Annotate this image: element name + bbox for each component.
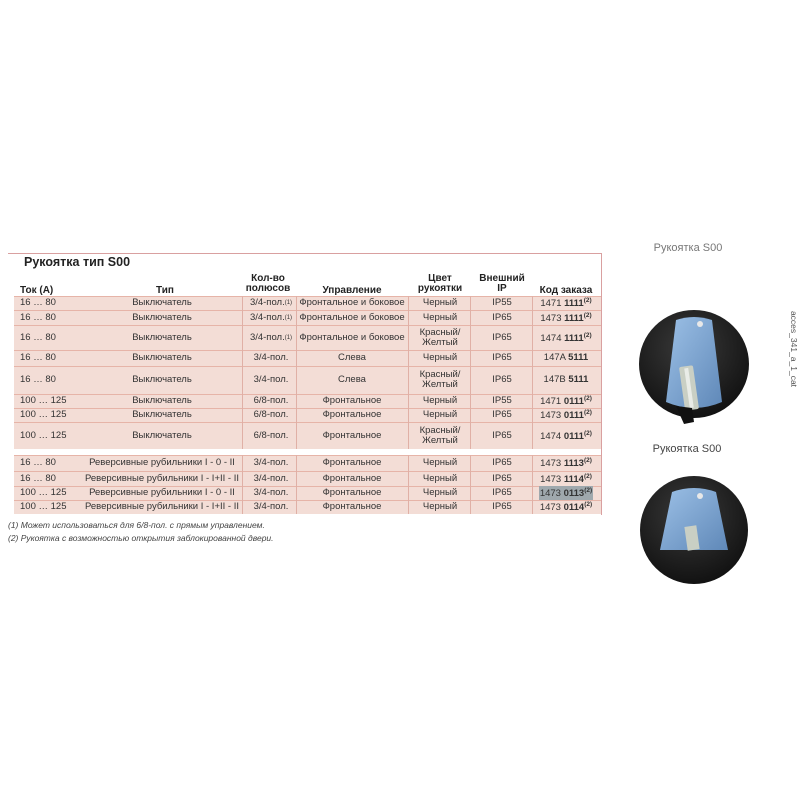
- cell-poles: [242, 325, 300, 350]
- cell-poles-value: 3/4-пол.: [253, 457, 289, 468]
- header-color-line1: Цвет: [428, 273, 452, 284]
- cell-color-line: Желтый: [422, 379, 458, 390]
- cell-control: Слева: [338, 352, 366, 363]
- cell-control: Фронтальное: [322, 487, 382, 498]
- table-title: Рукоятка тип S00: [24, 255, 131, 269]
- cell-color-line: Черный: [422, 472, 458, 484]
- cell-ip: IP65: [492, 429, 512, 441]
- column-separator: [408, 471, 409, 486]
- order-code: [540, 394, 592, 407]
- cell-ip: IP55: [492, 297, 512, 308]
- order-code: [544, 353, 588, 363]
- column-separator: [470, 325, 471, 350]
- cell-poles-value: 6/8-пол.: [253, 409, 289, 420]
- knob-caption-top: Рукоятка S00: [653, 242, 723, 254]
- cell-order-code: [534, 500, 598, 514]
- cell-order-code: [534, 366, 598, 394]
- order-code: [540, 331, 591, 344]
- knob-caption: Рукоятка S00: [652, 443, 722, 455]
- column-separator: [532, 408, 533, 422]
- header-type: Тип: [156, 285, 174, 296]
- cell-color: [410, 500, 470, 514]
- order-code-prefix: 1473: [539, 502, 564, 514]
- cell-control: Фронтальное: [322, 409, 382, 420]
- order-code: [540, 296, 591, 309]
- table-row: [14, 366, 601, 394]
- order-code-suffix: 5111: [568, 374, 589, 385]
- cell-current: 16 … 80: [20, 331, 56, 343]
- cell-color: [410, 408, 470, 422]
- header-poles-line2: полюсов: [245, 283, 291, 294]
- footnote-ref: (2): [583, 457, 592, 465]
- cell-ip: IP65: [492, 331, 512, 343]
- footnote-ref: (2): [583, 472, 592, 480]
- cell-poles-value: 3/4-пол.: [253, 352, 289, 363]
- column-separator: [408, 455, 409, 471]
- footnote-ref: (2): [583, 409, 592, 417]
- footnote-ref: (2): [583, 311, 592, 319]
- cell-type: Реверсивные рубильники I - 0 - II: [89, 487, 235, 498]
- cell-current: 100 … 125: [20, 501, 67, 512]
- cell-order-code: [534, 394, 598, 408]
- cell-order-code: [534, 422, 598, 449]
- cell-current: 16 … 80: [20, 472, 56, 484]
- cell-poles: [242, 471, 300, 486]
- order-code-suffix: 0114: [563, 502, 585, 514]
- order-code-suffix: 0111: [563, 396, 584, 408]
- cell-order-code: [534, 455, 598, 471]
- cell-color-line: Красный/: [419, 424, 461, 436]
- order-code-suffix: 0113: [563, 488, 585, 500]
- order-code-suffix: 0111: [563, 431, 584, 443]
- order-code-suffix: 5111: [568, 352, 589, 363]
- cell-poles-value: 3/4-пол.: [253, 374, 289, 385]
- column-separator: [532, 310, 533, 325]
- column-separator: [470, 455, 471, 471]
- cell-poles-value: 3/4-пол.: [249, 331, 285, 343]
- cell-poles-value: 6/8-пол.: [253, 395, 289, 406]
- cell-order-code: [534, 310, 598, 325]
- cell-color-line: Черный: [422, 487, 458, 498]
- header-current: Ток (А): [20, 285, 54, 296]
- order-code-prefix: 1473: [540, 458, 564, 470]
- cell-control: Фронтальное: [322, 501, 382, 512]
- cell-current: 16 … 80: [20, 311, 56, 323]
- cell-type: Выключатель: [132, 409, 192, 420]
- cell-current: 16 … 80: [20, 352, 56, 363]
- order-code: [544, 375, 589, 385]
- cell-color: [410, 455, 470, 471]
- column-separator: [470, 366, 471, 394]
- cell-color-line: Черный: [422, 352, 458, 363]
- header-control: Управление: [322, 285, 382, 296]
- cell-poles: [242, 486, 300, 500]
- cell-order-code: [534, 486, 598, 500]
- column-separator: [470, 486, 471, 500]
- knob-image-2: [636, 468, 752, 550]
- cell-ip: IP65: [492, 472, 512, 484]
- header-ip-line1: Внешний: [479, 273, 525, 284]
- cell-control: Фронтальное: [322, 429, 382, 441]
- column-separator: [408, 325, 409, 350]
- column-separator: [470, 310, 471, 325]
- order-code: [539, 486, 593, 499]
- footnote-ref: (2): [583, 297, 592, 305]
- cell-ip: IP65: [492, 352, 512, 363]
- cell-color-line: Черный: [422, 409, 458, 420]
- table-row: [14, 325, 601, 350]
- column-separator: [408, 486, 409, 500]
- cell-type: Выключатель: [132, 374, 192, 385]
- column-separator: [532, 486, 533, 500]
- order-code-prefix: 1473: [540, 313, 565, 325]
- cell-type: Выключатель: [132, 297, 192, 308]
- cell-type: Выключатель: [132, 311, 192, 323]
- cell-color: [410, 310, 470, 325]
- cell-poles-value: 3/4-пол.: [253, 487, 289, 498]
- column-separator: [408, 422, 409, 449]
- header-code: Код заказа: [539, 285, 593, 296]
- column-separator: [532, 325, 533, 350]
- column-separator: [470, 296, 471, 310]
- cell-control: Фронтальное и боковое: [299, 331, 405, 343]
- order-code-prefix: 1473: [539, 488, 564, 500]
- order-code-prefix: 1474: [540, 333, 565, 345]
- cell-color-line: Красный/: [419, 326, 461, 338]
- order-code-prefix: 1471: [540, 298, 565, 310]
- table-row: [14, 471, 601, 486]
- cell-control: Фронтальное: [322, 395, 382, 406]
- cell-ip: IP55: [492, 395, 512, 406]
- cell-poles: [242, 296, 300, 310]
- cell-color-line: Красный/: [419, 369, 461, 380]
- header-color: [410, 274, 470, 294]
- cell-poles-value: 3/4-пол.: [249, 297, 285, 308]
- table-row: [14, 394, 601, 408]
- cell-type: Выключатель: [132, 395, 192, 406]
- table-row: [14, 408, 601, 422]
- cell-type: Выключатель: [132, 352, 192, 363]
- cell-color: [410, 325, 470, 350]
- order-code-suffix: 1111: [564, 333, 584, 345]
- order-code-suffix: 1111: [564, 298, 584, 310]
- order-code: [540, 500, 592, 513]
- cell-poles-value: 3/4-пол.: [249, 311, 285, 323]
- column-separator: [532, 455, 533, 471]
- cell-color: [410, 394, 470, 408]
- cell-current: 100 … 125: [20, 395, 67, 406]
- cell-poles-value: 6/8-пол.: [253, 429, 289, 441]
- table-row: [14, 500, 601, 514]
- footnote-2: (2) Рукоятка с возможностью открытия заблокированной двери.: [8, 533, 274, 543]
- footnote-ref: (1): [284, 314, 293, 321]
- column-separator: [470, 422, 471, 449]
- cell-order-code: [534, 471, 598, 486]
- cell-control: Фронтальное и боковое: [299, 311, 405, 323]
- header-poles-line1: Кол-во: [251, 273, 285, 284]
- footnote-ref: (2): [583, 395, 592, 403]
- order-code-prefix: 1471: [540, 396, 564, 408]
- footnote-ref: (2): [584, 501, 593, 509]
- header-color-line2: рукоятки: [417, 283, 463, 294]
- order-code-prefix: 1473: [540, 410, 564, 422]
- table-row: [14, 422, 601, 449]
- header-ip: [472, 274, 532, 294]
- cell-poles: [242, 310, 300, 325]
- cell-poles: [242, 408, 300, 422]
- cell-poles-value: 3/4-пол.: [253, 472, 289, 484]
- cell-poles: [242, 350, 300, 366]
- footnote-ref: (1): [284, 334, 293, 341]
- cell-type: Выключатель: [132, 429, 192, 441]
- cell-color-line: Желтый: [422, 336, 458, 348]
- column-separator: [408, 408, 409, 422]
- cell-color-line: Черный: [422, 501, 458, 512]
- footnote-ref: (1): [284, 300, 293, 306]
- cell-order-code: [534, 408, 598, 422]
- cell-order-code: [534, 325, 598, 350]
- table-row: [14, 486, 601, 500]
- column-separator: [532, 394, 533, 408]
- vertical-caption: [786, 290, 799, 410]
- table-row: [14, 350, 601, 366]
- cell-current: 100 … 125: [20, 487, 67, 498]
- header-poles: [242, 274, 294, 294]
- cell-color-line: Черный: [422, 395, 458, 406]
- cell-order-code: [534, 296, 598, 310]
- column-separator: [408, 296, 409, 310]
- footnote-ref: (2): [583, 331, 592, 339]
- cell-color: [410, 422, 470, 449]
- vertical-caption-text: acces_341_a_1_cat: [789, 310, 799, 388]
- column-separator: [532, 471, 533, 486]
- table-row: [14, 296, 601, 310]
- order-code-suffix: 1111: [564, 313, 584, 325]
- order-code-suffix: 1113: [563, 458, 584, 470]
- cell-color-line: Черный: [422, 297, 458, 308]
- order-code: [540, 311, 591, 324]
- cell-type: Реверсивные рубильники I - I+II - II: [84, 472, 239, 484]
- order-code-suffix: 0111: [563, 410, 584, 422]
- footnote-ref: (2): [584, 487, 593, 495]
- cell-ip: IP65: [492, 487, 512, 498]
- cell-color: [410, 296, 470, 310]
- cell-current: 16 … 80: [20, 374, 56, 385]
- cell-type: Реверсивные рубильники I - I+II - II: [84, 501, 239, 512]
- cell-color: [410, 486, 470, 500]
- cell-current: 100 … 125: [20, 429, 67, 441]
- cell-poles: [242, 500, 300, 514]
- column-separator: [470, 394, 471, 408]
- cell-color-line: Черный: [422, 457, 458, 468]
- knob-image-1: [636, 306, 752, 426]
- order-code: [540, 472, 592, 485]
- cell-ip: IP65: [492, 311, 512, 323]
- cell-poles: [242, 394, 300, 408]
- cell-color: [410, 471, 470, 486]
- column-separator: [408, 350, 409, 366]
- cell-ip: IP65: [492, 457, 512, 468]
- cell-current: 16 … 80: [20, 457, 56, 468]
- column-separator: [408, 394, 409, 408]
- cell-order-code: [534, 350, 598, 366]
- footnote-1: (1) Может использоваться для 6/8-пол. с прямым управлением.: [8, 520, 265, 530]
- column-separator: [408, 310, 409, 325]
- cell-poles: [242, 366, 300, 394]
- order-code-prefix: 1473: [540, 474, 564, 486]
- cell-color-line: Черный: [422, 311, 458, 323]
- order-code-prefix: 147B: [543, 374, 569, 385]
- order-code: [540, 456, 592, 469]
- order-code-suffix: 1114: [563, 474, 584, 486]
- column-separator: [532, 500, 533, 514]
- table-row: [14, 455, 601, 471]
- cell-color: [410, 366, 470, 394]
- header-ip-line2: IP: [497, 283, 507, 294]
- cell-ip: IP65: [492, 501, 512, 512]
- column-separator: [532, 350, 533, 366]
- cell-control: Фронтальное: [322, 472, 382, 484]
- column-separator: [532, 422, 533, 449]
- cell-control: Слева: [338, 374, 366, 385]
- order-code-prefix: 147A: [543, 352, 569, 363]
- table-row: [14, 310, 601, 325]
- order-code-prefix: 1474: [540, 431, 564, 443]
- cell-color: [410, 350, 470, 366]
- column-separator: [408, 366, 409, 394]
- column-separator: [470, 350, 471, 366]
- column-separator: [470, 500, 471, 514]
- column-separator: [408, 500, 409, 514]
- cell-type: Выключатель: [132, 331, 192, 343]
- cell-ip: IP65: [492, 409, 512, 420]
- cell-type: Реверсивные рубильники I - 0 - II: [89, 457, 235, 468]
- column-separator: [470, 408, 471, 422]
- column-separator: [470, 471, 471, 486]
- cell-poles: [242, 422, 300, 449]
- order-code: [540, 429, 592, 442]
- order-code: [540, 408, 592, 421]
- cell-color-line: Желтый: [422, 434, 458, 446]
- cell-control: Фронтальное и боковое: [299, 297, 405, 308]
- footnote-ref: (2): [583, 429, 592, 437]
- cell-ip: IP65: [492, 374, 512, 385]
- column-separator: [532, 366, 533, 394]
- cell-control: Фронтальное: [322, 457, 382, 468]
- cell-current: 100 … 125: [20, 409, 67, 420]
- cell-poles: [242, 455, 300, 471]
- column-separator: [532, 296, 533, 310]
- cell-poles-value: 3/4-пол.: [253, 501, 289, 512]
- cell-current: 16 … 80: [20, 297, 56, 308]
